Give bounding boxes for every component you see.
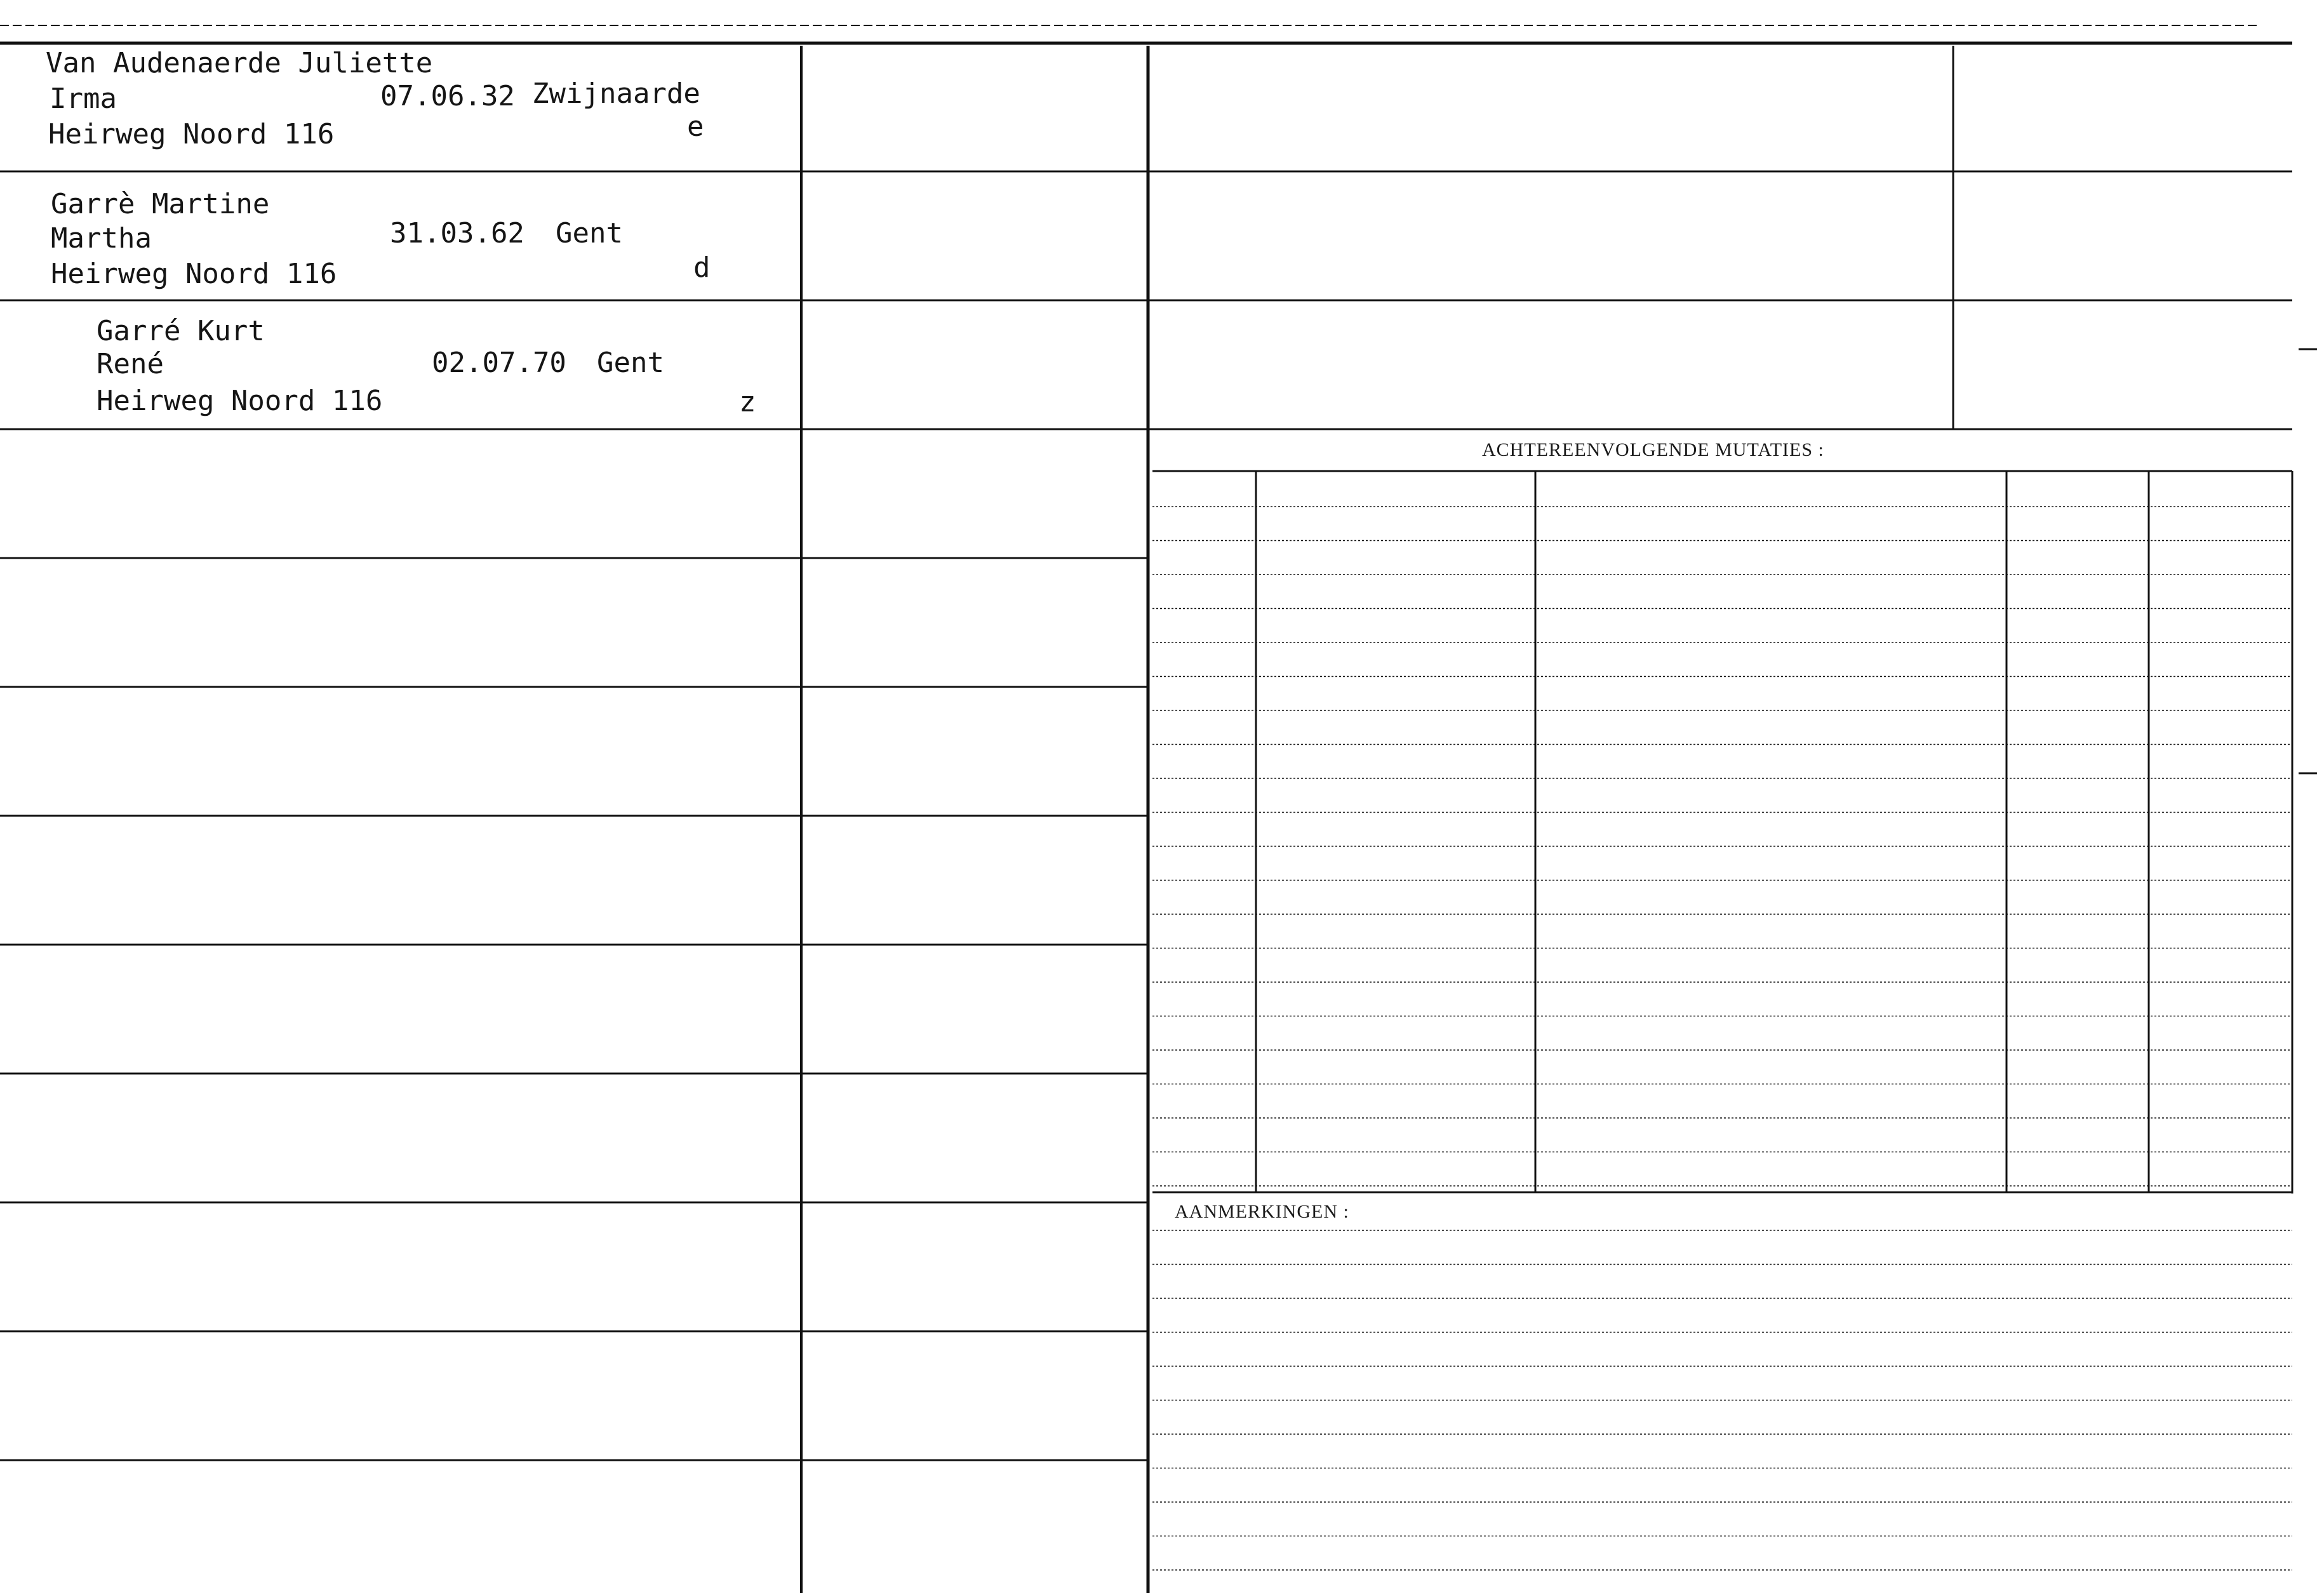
birth-date: 31.03.62 xyxy=(390,217,524,249)
birth-date: 02.07.70 xyxy=(432,347,566,379)
person-name: Garré Kurt xyxy=(97,315,265,347)
birth-date: 07.06.32 xyxy=(380,80,515,112)
person-second-name: Martha xyxy=(51,222,152,255)
remarks-heading: AANMERKINGEN : xyxy=(1175,1201,1349,1222)
person-address: Heirweg Noord 116 xyxy=(48,118,335,150)
person-name: Van Audenaerde Juliette xyxy=(46,47,433,79)
person-code: z xyxy=(739,386,756,418)
person-entry xyxy=(97,315,756,541)
person-code: d xyxy=(693,251,711,284)
person-address: Heirweg Noord 116 xyxy=(97,385,383,417)
birth-place: Gent xyxy=(597,347,664,379)
birth-place: Zwijnaarde xyxy=(532,77,700,110)
person-name: Garrè Martine xyxy=(51,188,270,220)
person-code: e xyxy=(687,110,704,143)
person-address: Heirweg Noord 116 xyxy=(51,258,337,290)
mutations-heading: ACHTEREENVOLGENDE MUTATIES : xyxy=(1482,439,1824,460)
person-second-name: Irma xyxy=(50,83,117,115)
birth-place: Gent xyxy=(556,217,623,249)
person-second-name: René xyxy=(97,348,164,380)
